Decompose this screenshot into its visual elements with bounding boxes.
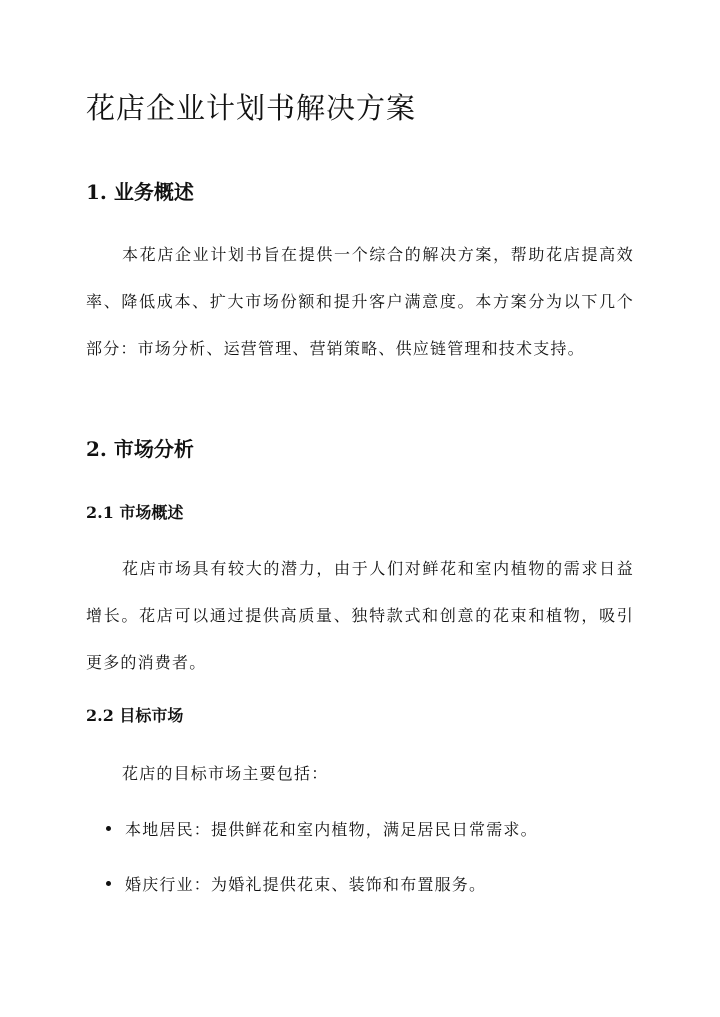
market-overview-paragraph: 花店市场具有较大的潜力，由于人们对鲜花和室内植物的需求日益增长。花店可以通过提供高质量、独特款式和创意的花束和植物，吸引更多的消费者。 <box>86 559 634 672</box>
subsection-heading-target-market: 2.2 目标市场 <box>86 706 184 725</box>
subsection-heading-market-overview: 2.1 市场概述 <box>86 503 184 522</box>
list-item <box>106 873 634 897</box>
list-item-text: 本地居民：提供鲜花和室内植物，满足居民日常需求。 <box>125 820 538 839</box>
section-heading-business-overview: 1. 业务概述 <box>86 180 194 204</box>
business-overview-paragraph: 本花店企业计划书旨在提供一个综合的解决方案，帮助花店提高效率、降低成本、扩大市场份额和提升客户满意度。本方案分为以下几个部分：市场分析、运营管理、营销策略、供应链管理和技术支持。 <box>86 245 634 358</box>
list-item-text: 婚庆行业：为婚礼提供花束、装饰和布置服务。 <box>125 875 487 894</box>
bullet-dot-icon <box>106 881 111 886</box>
section-heading-market-analysis: 2. 市场分析 <box>86 437 194 461</box>
document-title: 花店企业计划书解决方案 <box>86 91 417 125</box>
target-market-paragraph: 花店的目标市场主要包括： <box>122 764 329 783</box>
bullet-dot-icon <box>106 826 111 831</box>
list-item <box>106 818 634 842</box>
